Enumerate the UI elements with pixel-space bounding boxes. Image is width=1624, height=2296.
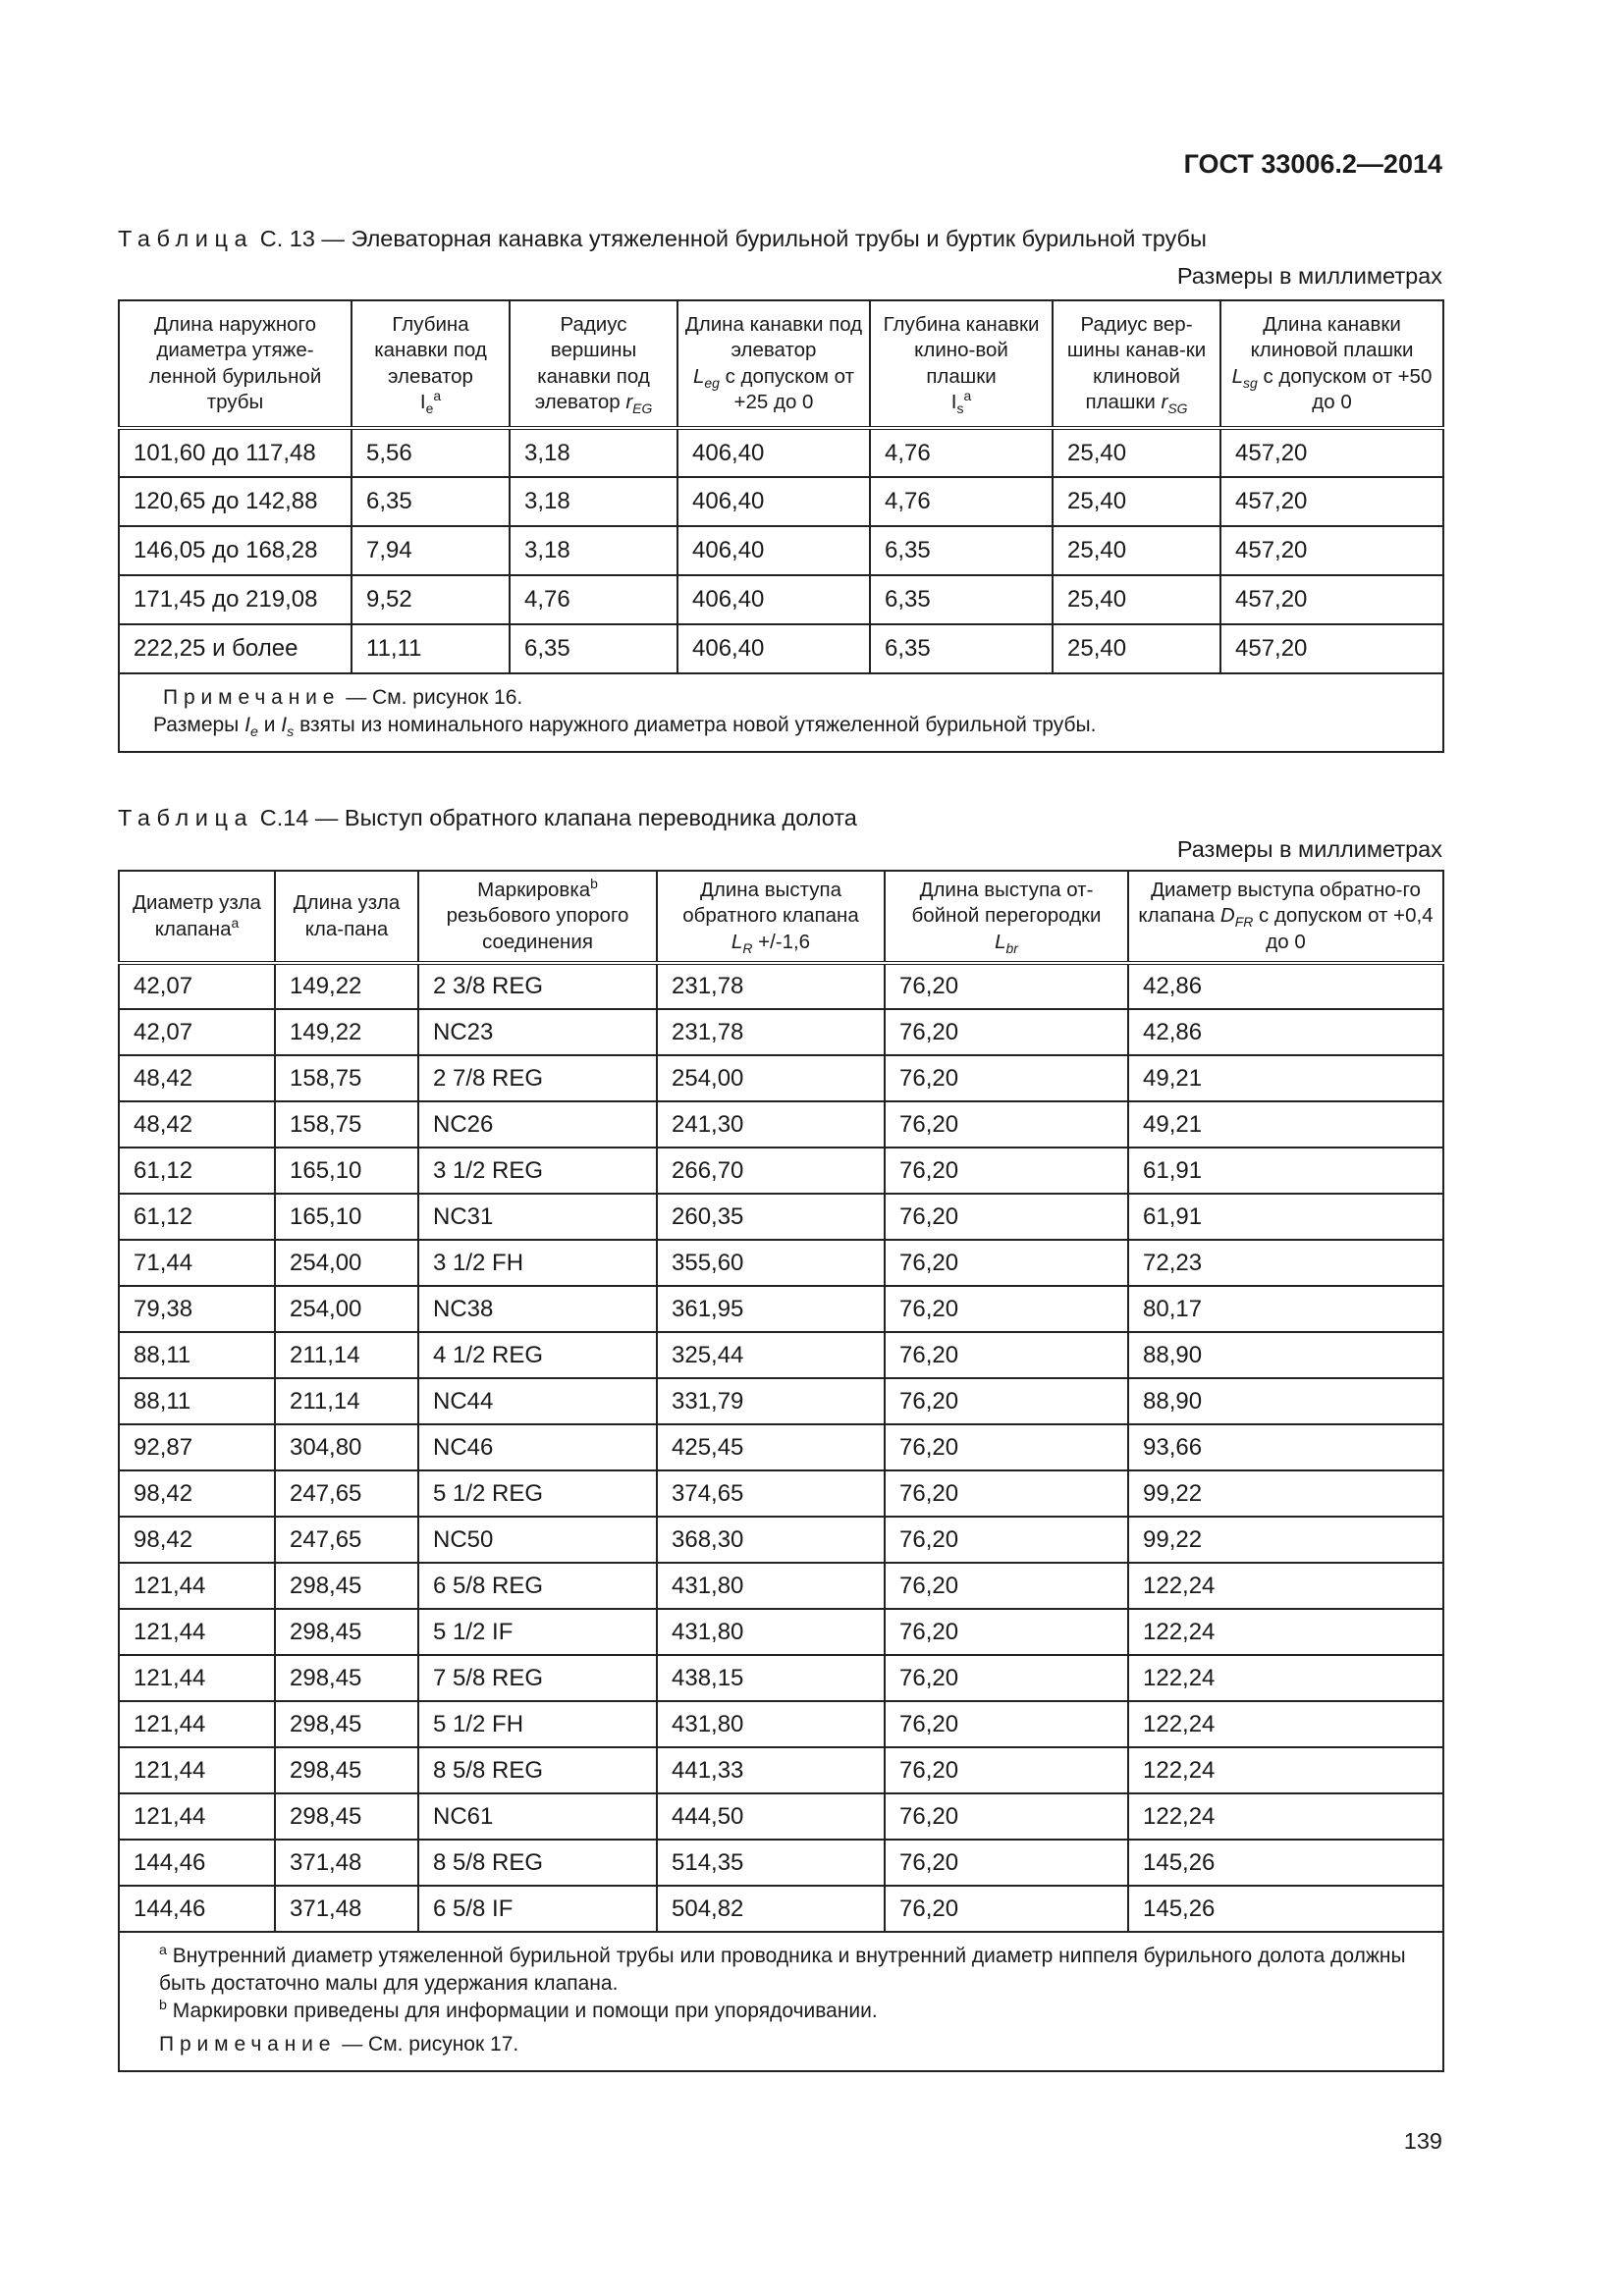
- table14-cell: 145,26: [1128, 1840, 1443, 1886]
- table14-cell: 76,20: [885, 1101, 1128, 1148]
- t13-col-slip-groove-radius: [1053, 300, 1220, 428]
- table14-cell: 122,24: [1128, 1793, 1443, 1840]
- t14-col-valve-protrusion-length: [657, 871, 885, 963]
- table14-cell: 80,17: [1128, 1286, 1443, 1332]
- table13-cell: 4,76: [870, 477, 1053, 526]
- table14-cell: 99,22: [1128, 1470, 1443, 1517]
- t13-h7-text: Длина канавки клиновой плашки: [1250, 312, 1414, 361]
- table13-cell: 6,35: [870, 575, 1053, 624]
- table13-cell: 457,20: [1220, 477, 1443, 526]
- t13-h2-sub: e: [425, 400, 434, 417]
- table13-cell: 4,76: [510, 575, 677, 624]
- t14-h1-text: Диаметр узла клапана: [133, 891, 261, 940]
- table14-cell: 92,87: [119, 1424, 275, 1470]
- table13-cell: 25,40: [1053, 575, 1220, 624]
- table14-cell: 76,20: [885, 1563, 1128, 1609]
- table14-cell: 76,20: [885, 1793, 1128, 1840]
- table14-caption: [118, 805, 857, 831]
- t13-col-outer-diameter: [119, 300, 352, 428]
- table13-cell: 25,40: [1053, 428, 1220, 477]
- table14-cell: 98,42: [119, 1517, 275, 1563]
- table13-cell: 4,76: [870, 428, 1053, 477]
- table13-cell: 171,45 до 219,08: [119, 575, 352, 624]
- table14-cell: NC38: [418, 1286, 657, 1332]
- table14-cell: 76,20: [885, 1009, 1128, 1055]
- table13-caption-text: С. 13 — Элеваторная канавка утяжеленной бурильной трубы и буртик бурильной трубы: [259, 226, 1207, 251]
- t14-h6-sub: FR: [1234, 914, 1254, 931]
- table13-cell: 457,20: [1220, 624, 1443, 673]
- table14-cell: 76,20: [885, 1655, 1128, 1701]
- table14-cell: 231,78: [657, 963, 885, 1009]
- t13-h4-text: Длина канавки под элеватор: [684, 312, 863, 361]
- t13-note2-sym1: I: [244, 714, 250, 736]
- table13-row: [119, 428, 1443, 477]
- table14-row: [119, 1240, 1443, 1286]
- table14-cell: 425,45: [657, 1424, 885, 1470]
- t14-h4-sub: R: [742, 939, 753, 956]
- t13-h2-sup: a: [433, 388, 442, 404]
- table14-cell: 121,44: [119, 1701, 275, 1747]
- table14-cell: 8 5/8 REG: [418, 1840, 657, 1886]
- t14-col-baffle-protrusion-length: [885, 871, 1128, 963]
- t14-h6-symbol: D: [1219, 904, 1235, 928]
- table14-cell: 211,14: [275, 1332, 418, 1378]
- table14-cell: 76,20: [885, 1194, 1128, 1240]
- t13-note2-sub1: e: [249, 724, 258, 741]
- t14-note-label: Примечание: [159, 2033, 337, 2056]
- table13-header-row: [119, 300, 1443, 428]
- table14-cell: 2 7/8 REG: [418, 1055, 657, 1101]
- table14: [118, 870, 1444, 2072]
- table14-cell: NC31: [418, 1194, 657, 1240]
- table14-caption-label: Таблица: [118, 805, 254, 830]
- table14-cell: 88,11: [119, 1332, 275, 1378]
- table14-cell: 48,42: [119, 1101, 275, 1148]
- t14-col-valve-length: [275, 871, 418, 963]
- table14-cell: 8 5/8 REG: [418, 1747, 657, 1793]
- table14-cell: 158,75: [275, 1055, 418, 1101]
- t13-note2-a: Размеры: [153, 714, 245, 736]
- table14-cell: 76,20: [885, 963, 1128, 1009]
- t14-h3-text: Маркировка: [477, 878, 591, 901]
- table13-cell: 25,40: [1053, 526, 1220, 575]
- table14-cell: 79,38: [119, 1286, 275, 1332]
- table14-footnotes: [119, 1932, 1443, 2071]
- table14-cell: 76,20: [885, 1609, 1128, 1655]
- table14-cell: 254,00: [657, 1055, 885, 1101]
- table14-cell: 5 1/2 REG: [418, 1470, 657, 1517]
- table14-cell: 6 5/8 REG: [418, 1563, 657, 1609]
- table13-cell: 457,20: [1220, 428, 1443, 477]
- table14-cell: 88,11: [119, 1378, 275, 1424]
- table13-cell: 7,94: [352, 526, 510, 575]
- table13-caption-label: Таблица: [118, 226, 254, 251]
- table14-cell: 241,30: [657, 1101, 885, 1148]
- table14-cell: 122,24: [1128, 1747, 1443, 1793]
- table14-row: [119, 1701, 1443, 1747]
- table14-row: [119, 1840, 1443, 1886]
- t14-footnote-b: Маркировки приведены для информации и помощи при упорядочивании.: [166, 2000, 878, 2022]
- t14-h6-tolerance: с допуском от +0,4 до 0: [1259, 904, 1434, 953]
- t14-h6-text: Диаметр выступа обратно-го клапана: [1138, 878, 1421, 928]
- table14-cell: 71,44: [119, 1240, 275, 1286]
- table14-cell: 76,20: [885, 1240, 1128, 1286]
- table14-cell: 374,65: [657, 1470, 885, 1517]
- t14-h3-text2: резьбового упорого соединения: [446, 904, 629, 953]
- t14-h1-sup: a: [231, 914, 240, 931]
- table14-cell: 355,60: [657, 1240, 885, 1286]
- t13-h1-text: Длина наружного диаметра утяже-ленной бурильной трубы: [148, 312, 322, 413]
- t13-h7-symbol: L: [1231, 364, 1244, 388]
- t14-col-connection-marking: [418, 871, 657, 963]
- table14-row: [119, 1747, 1443, 1793]
- table13-cell: 25,40: [1053, 477, 1220, 526]
- table13-note-row: [119, 673, 1443, 752]
- table14-cell: 121,44: [119, 1747, 275, 1793]
- table13-cell: 6,35: [510, 624, 677, 673]
- t14-note-line: [159, 2031, 518, 2058]
- t13-h5-sub: s: [956, 400, 964, 417]
- table14-cell: 76,20: [885, 1424, 1128, 1470]
- table14-cell: 231,78: [657, 1009, 885, 1055]
- t13-h5-symbol: I: [950, 391, 957, 413]
- t14-col-valve-protrusion-diameter: [1128, 871, 1443, 963]
- table14-cell: 3 1/2 FH: [418, 1240, 657, 1286]
- table13-cell: 101,60 до 117,48: [119, 428, 352, 477]
- table13-cell: 3,18: [510, 428, 677, 477]
- table14-cell: 211,14: [275, 1378, 418, 1424]
- table14-cell: 266,70: [657, 1148, 885, 1194]
- table13-cell: 6,35: [352, 477, 510, 526]
- t13-note-text: — См. рисунок 16.: [340, 686, 523, 709]
- table14-cell: 298,45: [275, 1701, 418, 1747]
- table14-cell: 122,24: [1128, 1563, 1443, 1609]
- table14-cell: 42,07: [119, 1009, 275, 1055]
- table14-cell: 158,75: [275, 1101, 418, 1148]
- table13-row: [119, 575, 1443, 624]
- t13-h6-sub: SG: [1167, 400, 1188, 417]
- table13-cell: 6,35: [870, 526, 1053, 575]
- table14-cell: 121,44: [119, 1609, 275, 1655]
- table14-cell: 144,46: [119, 1886, 275, 1932]
- t13-note2-sym2: I: [281, 714, 288, 736]
- table14-cell: NC50: [418, 1517, 657, 1563]
- table13-row: [119, 624, 1443, 673]
- t13-note-label: Примечание: [163, 686, 341, 709]
- table14-cell: NC44: [418, 1378, 657, 1424]
- table13-body: [119, 428, 1443, 752]
- t14-h4-symbol: L: [731, 930, 743, 953]
- table14-cell: 298,45: [275, 1609, 418, 1655]
- t14-h5-text: Длина выступа от-бойной перегородки: [911, 878, 1102, 928]
- table14-cell: 5 1/2 IF: [418, 1609, 657, 1655]
- table14-cell: 4 1/2 REG: [418, 1332, 657, 1378]
- table14-cell: 76,20: [885, 1840, 1128, 1886]
- table13-caption: [118, 226, 1207, 252]
- table14-cell: 42,07: [119, 963, 275, 1009]
- table14-caption-text: С.14 — Выступ обратного клапана переводника долота: [259, 805, 857, 830]
- table14-cell: 76,20: [885, 1701, 1128, 1747]
- table13-cell: 3,18: [510, 526, 677, 575]
- table14-cell: 444,50: [657, 1793, 885, 1840]
- table14-cell: 76,20: [885, 1332, 1128, 1378]
- t14-note-text: — См. рисунок 17.: [336, 2033, 519, 2056]
- table13-note: [119, 673, 1443, 752]
- table14-cell: NC61: [418, 1793, 657, 1840]
- table14-cell: 254,00: [275, 1240, 418, 1286]
- table14-cell: 260,35: [657, 1194, 885, 1240]
- table14-row: [119, 1470, 1443, 1517]
- table13-cell: 222,25 и более: [119, 624, 352, 673]
- table13: [118, 299, 1444, 753]
- document-code: ГОСТ 33006.2—2014: [1183, 149, 1442, 179]
- table13-cell: 406,40: [677, 624, 870, 673]
- table14-cell: 165,10: [275, 1194, 418, 1240]
- table14-cell: 76,20: [885, 1378, 1128, 1424]
- table14-cell: 7 5/8 REG: [418, 1655, 657, 1701]
- table14-cell: 298,45: [275, 1563, 418, 1609]
- table14-cell: 121,44: [119, 1655, 275, 1701]
- table14-row: [119, 963, 1443, 1009]
- table14-row: [119, 1286, 1443, 1332]
- table13-cell: 146,05 до 168,28: [119, 526, 352, 575]
- t13-h4-sub: eg: [704, 374, 720, 391]
- table14-row: [119, 1009, 1443, 1055]
- table14-cell: 431,80: [657, 1609, 885, 1655]
- table14-cell: 88,90: [1128, 1332, 1443, 1378]
- table14-cell: 76,20: [885, 1470, 1128, 1517]
- table14-cell: 42,86: [1128, 963, 1443, 1009]
- table14-cell: 149,22: [275, 963, 418, 1009]
- table14-cell: 247,65: [275, 1470, 418, 1517]
- table14-cell: 5 1/2 FH: [418, 1701, 657, 1747]
- table14-cell: 76,20: [885, 1517, 1128, 1563]
- t13-h2-symbol: I: [419, 391, 426, 413]
- table14-footnote-row: [119, 1932, 1443, 2071]
- table14-cell: NC26: [418, 1101, 657, 1148]
- table14-cell: 298,45: [275, 1793, 418, 1840]
- t13-h7-sub: sg: [1243, 374, 1258, 391]
- table14-cell: NC23: [418, 1009, 657, 1055]
- table14-cell: 145,26: [1128, 1886, 1443, 1932]
- table14-row: [119, 1563, 1443, 1609]
- table14-cell: 76,20: [885, 1886, 1128, 1932]
- table14-cell: 61,12: [119, 1194, 275, 1240]
- table14-cell: 121,44: [119, 1793, 275, 1840]
- table14-cell: 325,44: [657, 1332, 885, 1378]
- table14-cell: 48,42: [119, 1055, 275, 1101]
- t13-col-elevator-groove-radius: [510, 300, 677, 428]
- t14-h5-sub: br: [1005, 939, 1018, 956]
- t13-h3-sub: EG: [632, 400, 653, 417]
- t13-h4-tolerance: с допуском от +25 до 0: [725, 364, 855, 413]
- table14-cell: 371,48: [275, 1840, 418, 1886]
- table14-row: [119, 1148, 1443, 1194]
- table14-cell: 122,24: [1128, 1609, 1443, 1655]
- table13-cell: 406,40: [677, 428, 870, 477]
- table14-cell: 144,46: [119, 1840, 275, 1886]
- table13-cell: 406,40: [677, 526, 870, 575]
- table14-cell: 76,20: [885, 1747, 1128, 1793]
- t14-col-valve-diameter: [119, 871, 275, 963]
- t13-col-slip-groove-depth: [870, 300, 1053, 428]
- table14-header-row: [119, 871, 1443, 963]
- table14-body: [119, 963, 1443, 2071]
- t13-col-slip-groove-length: [1220, 300, 1443, 428]
- table14-cell: 61,91: [1128, 1148, 1443, 1194]
- table14-cell: 298,45: [275, 1747, 418, 1793]
- table14-cell: 121,44: [119, 1563, 275, 1609]
- table14-cell: 6 5/8 IF: [418, 1886, 657, 1932]
- t13-h3-text: Радиус вершины канавки под элеватор: [534, 312, 650, 413]
- table14-cell: 98,42: [119, 1470, 275, 1517]
- table13-cell: 5,56: [352, 428, 510, 477]
- page-number: 139: [1403, 2128, 1442, 2154]
- table14-cell: 368,30: [657, 1517, 885, 1563]
- table14-cell: 438,15: [657, 1655, 885, 1701]
- table13-cell: 25,40: [1053, 624, 1220, 673]
- table14-cell: 42,86: [1128, 1009, 1443, 1055]
- table14-cell: 441,33: [657, 1747, 885, 1793]
- table14-cell: 361,95: [657, 1286, 885, 1332]
- table13-cell: 120,65 до 142,88: [119, 477, 352, 526]
- table14-cell: 2 3/8 REG: [418, 963, 657, 1009]
- table13-cell: 9,52: [352, 575, 510, 624]
- table14-cell: 254,00: [275, 1286, 418, 1332]
- table13-cell: 3,18: [510, 477, 677, 526]
- t14-h5-symbol: L: [995, 930, 1006, 953]
- t14-footnote-a-mark: a: [159, 1943, 167, 1958]
- table14-cell: 3 1/2 REG: [418, 1148, 657, 1194]
- table14-cell: 61,12: [119, 1148, 275, 1194]
- t13-h2-text: Глубина канавки под элеватор: [374, 312, 487, 388]
- table14-cell: 431,80: [657, 1701, 885, 1747]
- table14-cell: NC46: [418, 1424, 657, 1470]
- table14-row: [119, 1609, 1443, 1655]
- table13-units: Размеры в миллиметрах: [1176, 263, 1442, 289]
- table14-row: [119, 1655, 1443, 1701]
- table14-cell: 504,82: [657, 1886, 885, 1932]
- table14-cell: 122,24: [1128, 1701, 1443, 1747]
- t13-col-elevator-groove-depth: [352, 300, 510, 428]
- t14-h2-text: Длина узла кла-пана: [293, 891, 401, 940]
- table14-cell: 88,90: [1128, 1378, 1443, 1424]
- table13-cell: 11,11: [352, 624, 510, 673]
- table14-cell: 76,20: [885, 1286, 1128, 1332]
- table14-row: [119, 1378, 1443, 1424]
- t13-note2-b: взяты из номинального наружного диаметра новой утяжеленной бурильной трубы.: [294, 714, 1097, 736]
- t13-h6-symbol: r: [1161, 391, 1168, 413]
- table14-cell: 431,80: [657, 1563, 885, 1609]
- table14-row: [119, 1055, 1443, 1101]
- table14-row: [119, 1424, 1443, 1470]
- table14-cell: 76,20: [885, 1148, 1128, 1194]
- table14-cell: 165,10: [275, 1148, 418, 1194]
- t13-h7-tolerance: с допуском от +50 до 0: [1263, 364, 1433, 413]
- table14-row: [119, 1517, 1443, 1563]
- t13-note2-mid: и: [257, 714, 282, 736]
- table13-row: [119, 526, 1443, 575]
- t13-h5-sup: a: [963, 388, 972, 404]
- table14-cell: 298,45: [275, 1655, 418, 1701]
- table13-cell: 406,40: [677, 575, 870, 624]
- table14-cell: 49,21: [1128, 1101, 1443, 1148]
- table14-cell: 149,22: [275, 1009, 418, 1055]
- table13-cell: 457,20: [1220, 526, 1443, 575]
- t14-h4-tolerance: +/-1,6: [758, 930, 811, 953]
- table14-row: [119, 1194, 1443, 1240]
- table14-cell: 99,22: [1128, 1517, 1443, 1563]
- table14-cell: 371,48: [275, 1886, 418, 1932]
- table14-cell: 304,80: [275, 1424, 418, 1470]
- t13-h5-text: Глубина канавки клино-вой плашки: [883, 312, 1040, 388]
- table14-row: [119, 1886, 1443, 1932]
- t13-note2-sub2: s: [287, 724, 295, 741]
- table14-cell: 49,21: [1128, 1055, 1443, 1101]
- t14-h3-sup: b: [590, 875, 598, 891]
- table14-cell: 514,35: [657, 1840, 885, 1886]
- t13-note-line2: [153, 714, 1097, 741]
- t14-h4-text: Длина выступа обратного клапана: [682, 878, 859, 928]
- table14-row: [119, 1332, 1443, 1378]
- t13-h4-symbol: L: [692, 364, 705, 388]
- t14-footnote-b-mark: b: [159, 1998, 167, 2013]
- table14-units: Размеры в миллиметрах: [1176, 836, 1442, 862]
- table13-cell: 457,20: [1220, 575, 1443, 624]
- table14-cell: 76,20: [885, 1055, 1128, 1101]
- table14-cell: 93,66: [1128, 1424, 1443, 1470]
- table14-cell: 247,65: [275, 1517, 418, 1563]
- table13-row: [119, 477, 1443, 526]
- table14-row: [119, 1101, 1443, 1148]
- t13-col-elevator-groove-length: [677, 300, 870, 428]
- table14-row: [119, 1793, 1443, 1840]
- table14-cell: 122,24: [1128, 1655, 1443, 1701]
- table14-cell: 72,23: [1128, 1240, 1443, 1286]
- t13-h6-text: Радиус вер-шины канав-ки клиновой плашки: [1066, 312, 1207, 413]
- table13-cell: 6,35: [870, 624, 1053, 673]
- t14-footnote-a: Внутренний диаметр утяжеленной бурильной трубы или проводника и внутренний диаметр ниппеля бурильного долота должны быть достаточно малы для удержания клапана.: [159, 1945, 1406, 1995]
- table13-cell: 406,40: [677, 477, 870, 526]
- table14-cell: 61,91: [1128, 1194, 1443, 1240]
- t13-h3-symbol: r: [625, 391, 633, 413]
- table14-cell: 331,79: [657, 1378, 885, 1424]
